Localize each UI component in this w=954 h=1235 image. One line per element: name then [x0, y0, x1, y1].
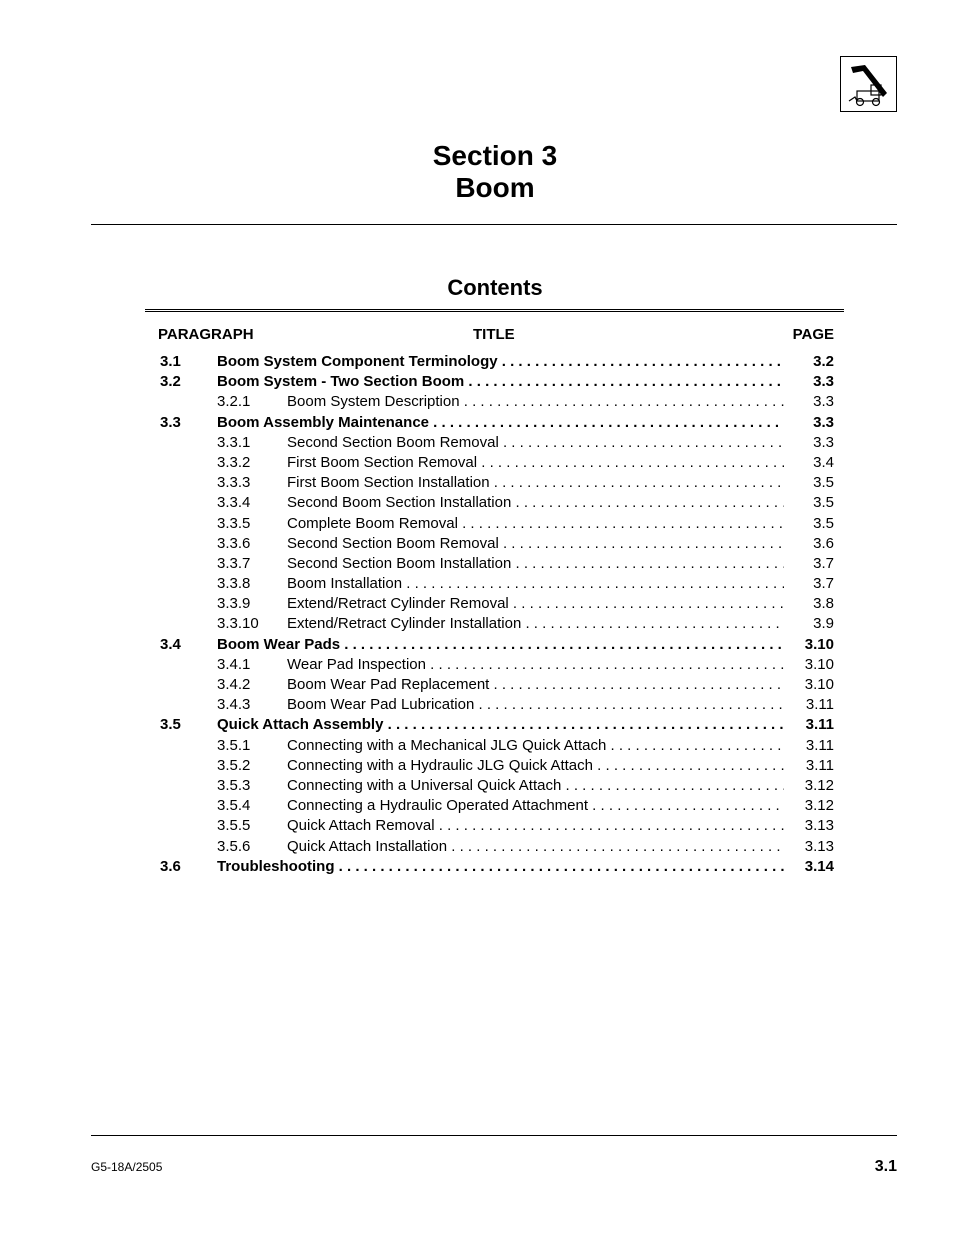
contents-title: Contents	[447, 275, 543, 300]
section-name: Boom	[455, 172, 535, 203]
toc-row[interactable]	[0, 392, 954, 412]
toc-entry-title: Connecting with a Universal Quick Attach . . .	[287, 776, 784, 796]
toc-entry-title: Boom System - Two Section Boom . . .	[217, 372, 784, 392]
toc-page-number: 3.7	[813, 554, 834, 572]
toc-row[interactable]	[0, 352, 954, 372]
toc-page-number: 3.11	[805, 756, 834, 774]
toc-row[interactable]	[0, 857, 954, 877]
toc-row[interactable]	[0, 534, 954, 554]
toc-page-number: 3.5	[813, 474, 834, 492]
toc-row[interactable]	[0, 614, 954, 634]
toc-row[interactable]	[0, 736, 954, 756]
toc-paragraph-number: 3.1	[160, 353, 181, 370]
toc-row[interactable]	[0, 695, 954, 715]
toc-page-number: 3.6	[813, 534, 834, 552]
toc-row[interactable]	[0, 756, 954, 776]
toc-entry-title: Connecting with a Mechanical JLG Quick Attach . . .	[287, 736, 784, 756]
top-divider	[91, 224, 897, 225]
toc-page-number: 3.5	[813, 494, 834, 512]
telehandler-boom-icon	[840, 56, 897, 112]
toc-entry-title: Boom Wear Pad Lubrication . . .	[287, 695, 784, 715]
toc-entry-title: Boom Wear Pads . . .	[217, 635, 784, 655]
toc-entry-title: Quick Attach Removal . . .	[287, 816, 784, 836]
toc-row[interactable]	[0, 493, 954, 513]
toc-paragraph-number: 3.3.8	[217, 575, 251, 593]
toc-entry-title: Boom Wear Pad Replacement . . .	[287, 675, 784, 695]
document-id: G5-18A/2505	[91, 1160, 163, 1174]
toc-page-number: 3.10	[804, 676, 834, 693]
toc-paragraph-number: 3.5.2	[217, 756, 251, 774]
toc-page-number: 3.5	[813, 514, 834, 532]
toc-entry-title: Quick Attach Installation . . .	[287, 837, 784, 857]
toc-entry-title: Extend/Retract Cylinder Removal . . .	[287, 594, 784, 614]
toc-paragraph-number: 3.5.3	[217, 776, 251, 794]
toc-row[interactable]	[0, 816, 954, 836]
toc-paragraph-number: 3.3.10	[217, 615, 259, 633]
toc-paragraph-number: 3.3.3	[217, 474, 251, 492]
toc-entry-title: Second Section Boom Installation . . .	[287, 554, 784, 574]
toc-page-number: 3.8	[813, 595, 834, 613]
section-heading	[0, 140, 954, 204]
toc-row[interactable]	[0, 837, 954, 857]
toc-entry-title: Boom Assembly Maintenance . . .	[217, 413, 784, 433]
toc-entry-title: First Boom Section Installation . . .	[287, 473, 784, 493]
toc-paragraph-number: 3.5.5	[217, 817, 251, 835]
toc-row[interactable]	[0, 453, 954, 473]
toc-row[interactable]	[0, 433, 954, 453]
toc-page-number: 3.10	[804, 635, 834, 653]
toc-paragraph-number: 3.2	[160, 373, 181, 391]
toc-entry-title: Boom System Component Terminology . . .	[217, 352, 784, 372]
toc-paragraph-number: 3.3.2	[217, 453, 251, 471]
toc-paragraph-number: 3.3.7	[217, 554, 251, 572]
toc-page-number: 3.3	[813, 373, 834, 391]
toc-page-number: 3.3	[813, 413, 834, 431]
column-header-paragraph: PARAGRAPH	[158, 326, 254, 343]
toc-paragraph-number: 3.3	[160, 413, 181, 431]
toc-page-number: 3.10	[804, 655, 834, 673]
toc-entry-title: Connecting with a Hydraulic JLG Quick Attach . . .	[287, 756, 784, 776]
toc-paragraph-number: 3.5	[160, 716, 181, 734]
toc-paragraph-number: 3.5.4	[217, 797, 251, 815]
toc-entry-title: Boom System Description . . .	[287, 392, 784, 412]
toc-row[interactable]	[0, 635, 954, 655]
toc-row[interactable]	[0, 715, 954, 735]
toc-row[interactable]	[0, 554, 954, 574]
toc-page-number: 3.14	[804, 857, 834, 875]
toc-entry-title: Connecting a Hydraulic Operated Attachment . . .	[287, 796, 784, 816]
toc-row[interactable]	[0, 675, 954, 695]
toc-page-number: 3.11	[805, 696, 834, 714]
toc-page-number: 3.4	[813, 453, 834, 471]
table-of-contents	[0, 352, 954, 877]
toc-paragraph-number: 3.4.1	[217, 655, 251, 673]
toc-row[interactable]	[0, 796, 954, 816]
contents-divider	[145, 309, 844, 312]
toc-paragraph-number: 3.4.2	[217, 676, 251, 693]
footer-divider	[91, 1135, 897, 1136]
toc-entry-title: Second Section Boom Removal . . .	[287, 534, 784, 554]
toc-page-number: 3.2	[813, 353, 834, 370]
page-number: 3.1	[874, 1158, 897, 1175]
toc-paragraph-number: 3.5.1	[217, 736, 251, 754]
toc-page-number: 3.11	[805, 736, 834, 754]
toc-paragraph-number: 3.2.1	[217, 393, 251, 411]
toc-entry-title: Troubleshooting . . .	[217, 857, 784, 877]
toc-entry-title: Wear Pad Inspection . . .	[287, 655, 784, 675]
toc-page-number: 3.13	[804, 837, 834, 855]
toc-entry-title: Quick Attach Assembly . . .	[217, 715, 784, 735]
toc-entry-title: Second Boom Section Installation . . .	[287, 493, 784, 513]
toc-row[interactable]	[0, 574, 954, 594]
toc-entry-title: First Boom Section Removal . . .	[287, 453, 784, 473]
toc-entry-title: Extend/Retract Cylinder Installation . . .	[287, 614, 784, 634]
section-number: Section 3	[432, 140, 558, 171]
toc-paragraph-number: 3.3.6	[217, 534, 251, 552]
toc-row[interactable]	[0, 413, 954, 433]
toc-paragraph-number: 3.3.9	[217, 595, 251, 613]
toc-row[interactable]	[0, 776, 954, 796]
toc-row[interactable]	[0, 514, 954, 534]
toc-entry-title: Complete Boom Removal . . .	[287, 514, 784, 534]
toc-paragraph-number: 3.4.3	[217, 696, 251, 714]
toc-page-number: 3.7	[813, 575, 834, 593]
toc-row[interactable]	[0, 473, 954, 493]
toc-page-number: 3.3	[813, 393, 834, 411]
column-header-page: PAGE	[792, 326, 834, 343]
toc-paragraph-number: 3.4	[160, 635, 181, 653]
toc-row[interactable]	[0, 655, 954, 675]
toc-row[interactable]	[0, 594, 954, 614]
toc-entry-title: Second Section Boom Removal . . .	[287, 433, 784, 453]
toc-page-number: 3.9	[813, 615, 834, 633]
toc-paragraph-number: 3.3.1	[217, 433, 251, 451]
toc-entry-title: Boom Installation . . .	[287, 574, 784, 594]
toc-paragraph-number: 3.5.6	[217, 837, 251, 855]
toc-paragraph-number: 3.6	[160, 857, 181, 875]
toc-row[interactable]	[0, 372, 954, 392]
column-header-title: TITLE	[473, 326, 515, 343]
toc-page-number: 3.11	[805, 716, 834, 734]
toc-page-number: 3.12	[804, 776, 834, 794]
toc-page-number: 3.12	[804, 797, 834, 815]
toc-paragraph-number: 3.3.4	[217, 494, 251, 512]
toc-page-number: 3.13	[804, 817, 834, 835]
toc-paragraph-number: 3.3.5	[217, 514, 251, 532]
toc-page-number: 3.3	[813, 433, 834, 451]
